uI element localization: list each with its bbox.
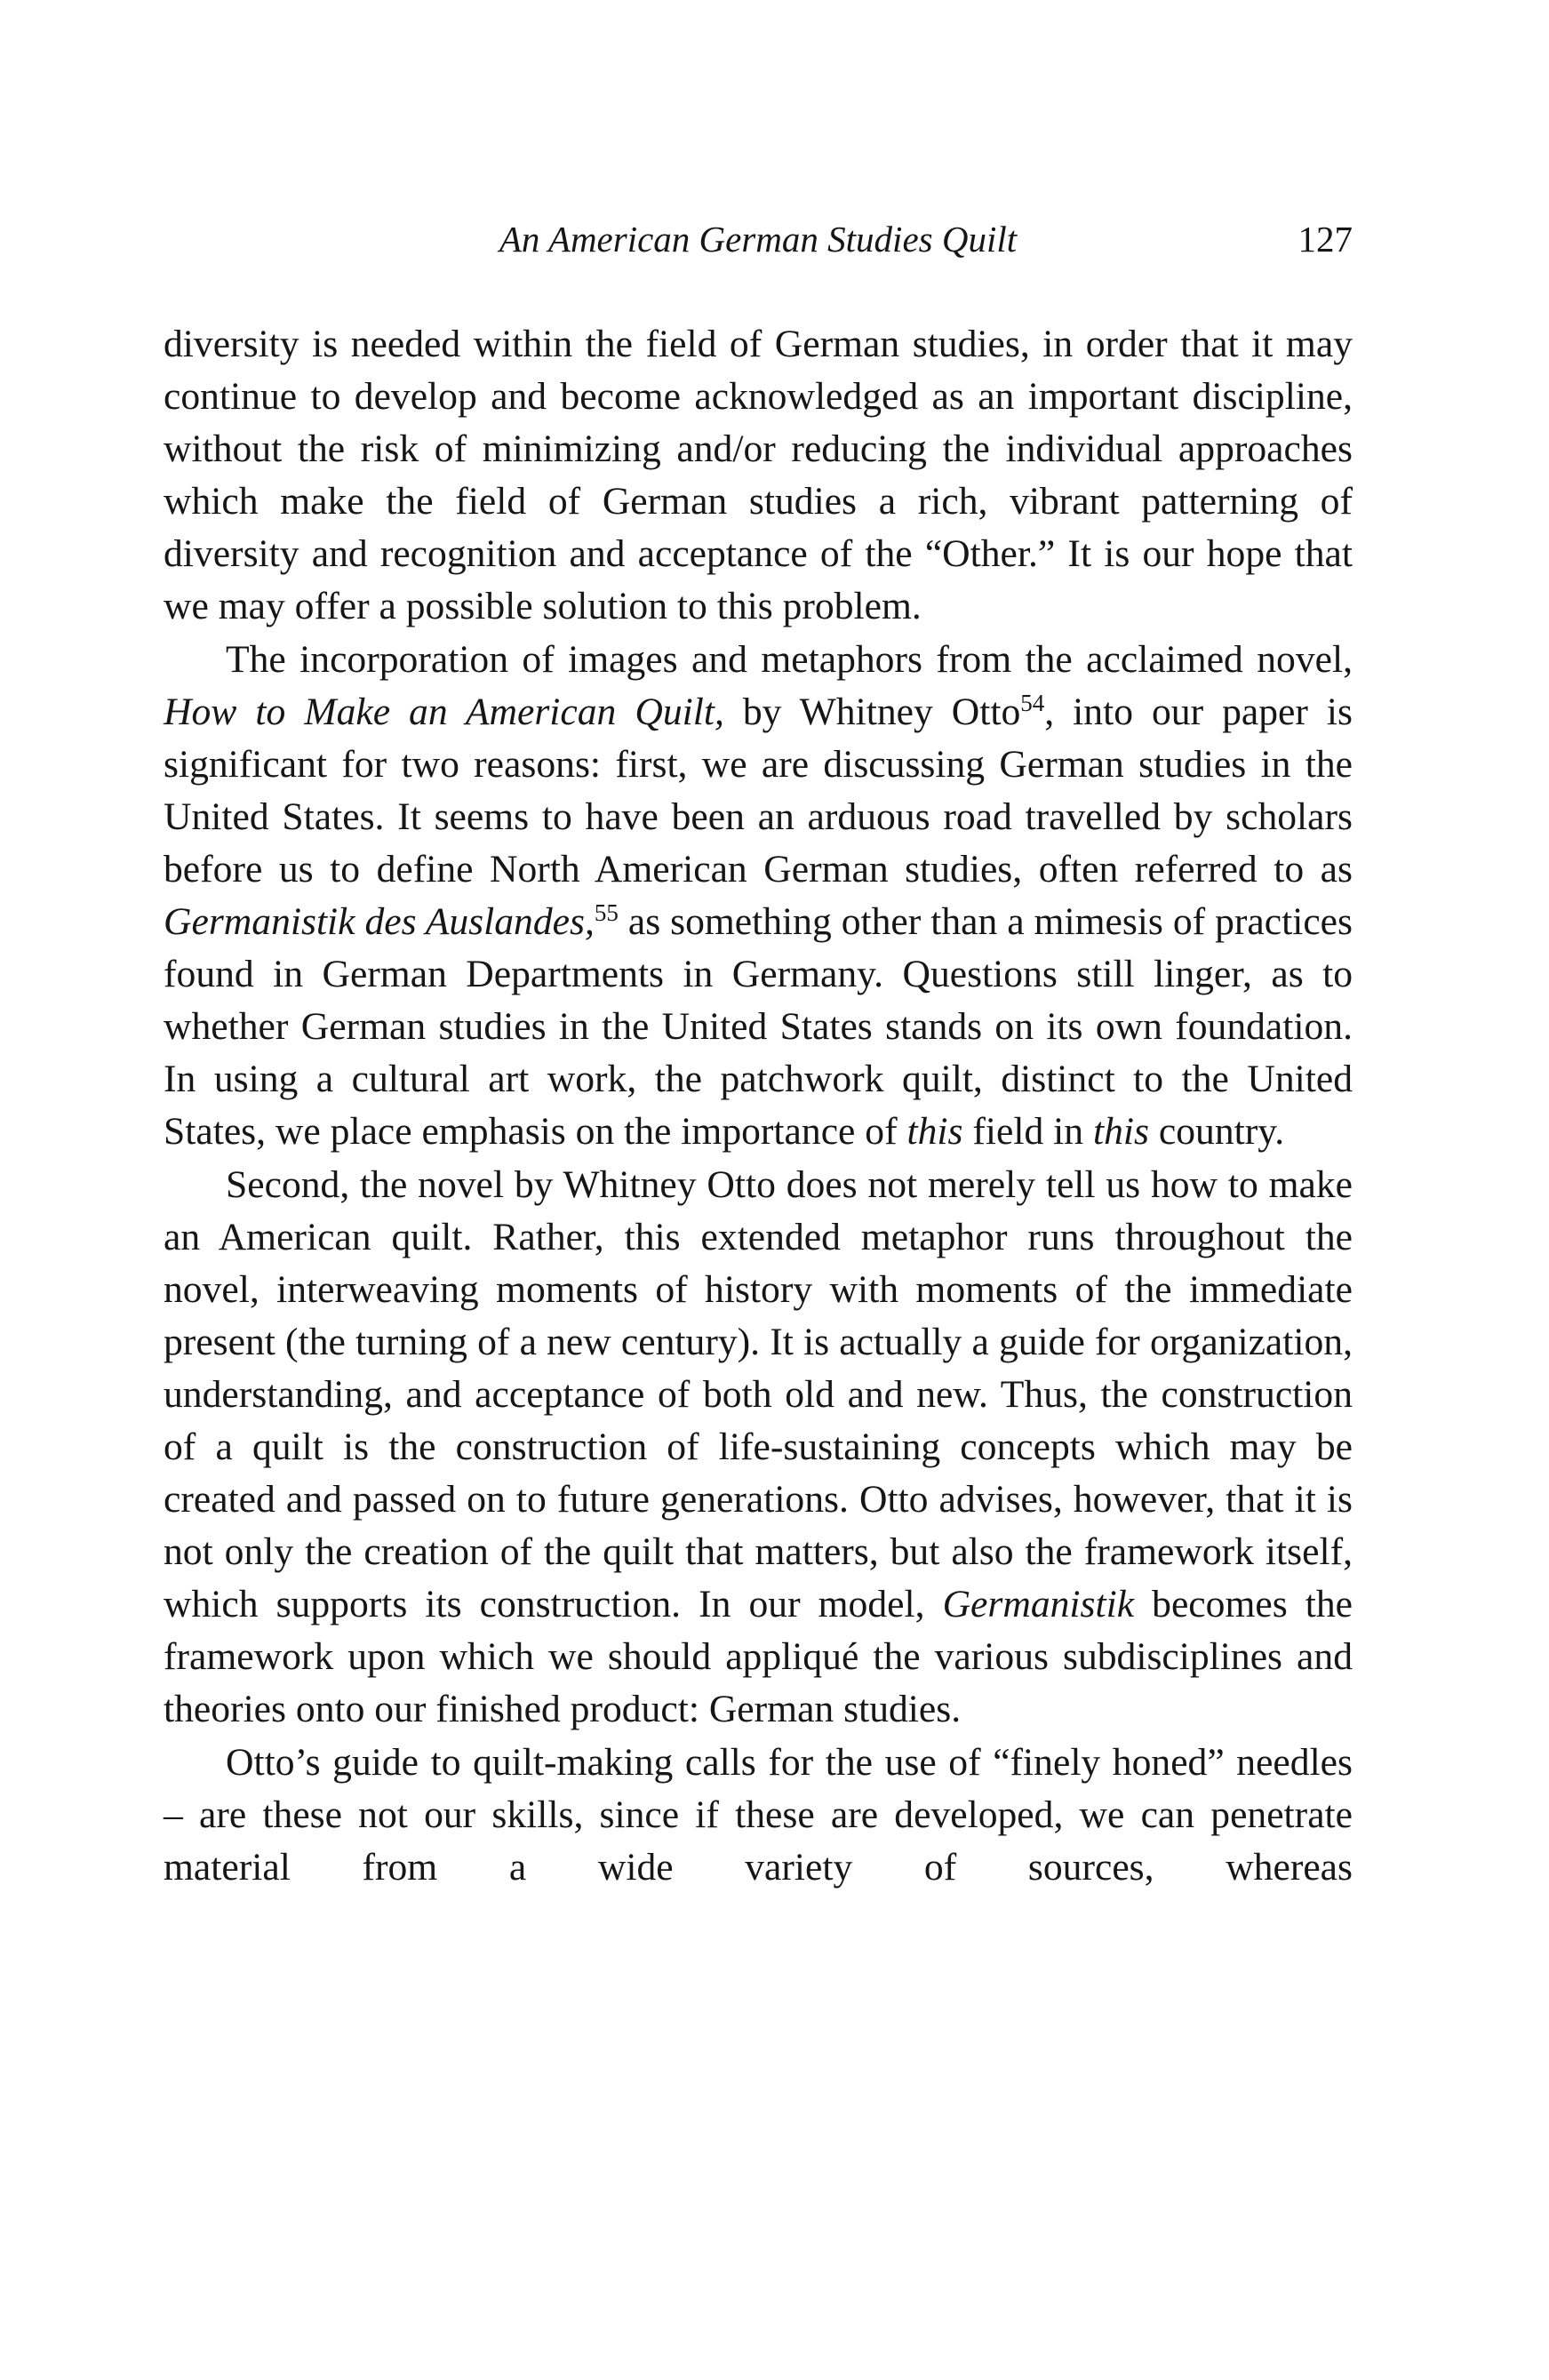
emphasis-this-2: this [1093,1110,1149,1154]
book-title: How to Make an American Quilt, [164,690,724,733]
emphasis-this-1: this [906,1110,963,1154]
paragraph-2-text-d: as something other than a mimesis of practices found in German Departments in Germany. Questions still linger, as to whether German studies in the United States stands on its own foundation. In using a cultural art work, the patchwork quilt, distinct to the United States, we place emphasis on the importance of [164,900,1353,1154]
paragraph-2 [164,634,1353,1159]
paragraph-3 [164,1159,1353,1737]
paragraph-3-text-b: becomes the framework upon which we should appliqué the various subdisciplines and theories onto our finished product: German studies. [164,1583,1353,1731]
paragraph-2-text-c: , into our paper is significant for two reasons: first, we are discussing German studies in the United States. It seems to have been an arduous road travelled by scholars before us to define North American German studies, often referred to as [164,690,1353,891]
footnote-ref-55: 55 [594,899,619,927]
running-title: An American German Studies Quilt [499,219,1018,260]
paragraph-2-text-a: The incorporation of images and metaphors from the acclaimed novel, [226,637,1353,681]
page-number: 127 [1297,219,1353,260]
paragraph-2-text-b: by Whitney Otto [723,690,1021,733]
paragraph-2-text-e: field in [962,1110,1093,1154]
running-head [164,216,1353,269]
term-germanistik: Germanistik [942,1583,1135,1626]
term-germanistik-des-auslandes: Germanistik des Auslandes, [164,900,595,944]
paragraph-2-text-f: country. [1149,1110,1285,1154]
body-text [164,318,1353,1894]
paragraph-3-text-a: Second, the novel by Whitney Otto does not merely tell us how to make an American quilt. Rather, this extended metaphor runs throughout the novel, interweaving moments of history with moments of the immediate present (the turning of a new century). It is actually a guide for organization, understanding, and acceptance of both old and new. Thus, the construction of a quilt is the construction of life-sustaining concepts which may be created and passed on to future generations. Otto advises, however, that it is not only the creation of the quilt that matters, but also the framework itself, which supports its construction. In our model, [164,1162,1353,1626]
paragraph-1: diversity is needed within the field of German studies, in order that it may continue to develop and become acknowledged as an important discipline, without the risk of minimizing and/or reducing the individual approaches which make the field of German studies a rich, vibrant patterning of diversity and recognition and acceptance of the “Other.” It is our hope that we may offer a possible solution to this problem. [164,323,1353,628]
footnote-ref-54: 54 [1020,689,1045,716]
paragraph-4: Otto’s guide to quilt-making calls for the use of “finely honed” needles – are these not our skills, since if these are developed, we can penetrate material from a wide variety of sources, whereas [164,1740,1353,1889]
